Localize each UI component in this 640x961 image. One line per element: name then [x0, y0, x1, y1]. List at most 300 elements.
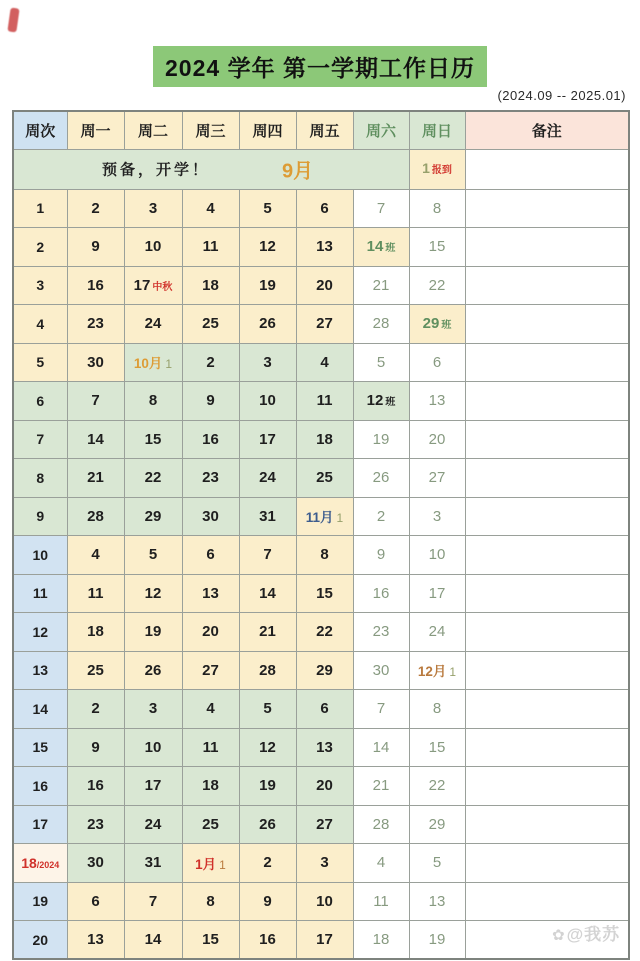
day-cell [124, 536, 182, 575]
week-number: 8 [36, 469, 45, 486]
day-number: 5 [263, 199, 272, 217]
month-first-day-number: 1 [449, 665, 457, 680]
day-number: 6 [206, 546, 215, 564]
wosu-watermark-text: @我苏 [566, 925, 621, 944]
week-number-cell-18 [13, 844, 67, 883]
day-number: 23 [87, 315, 104, 333]
day-number: 4 [376, 854, 386, 872]
day-number: 8 [432, 700, 442, 718]
day-cell [409, 613, 465, 652]
day-number: 10 [259, 392, 276, 410]
day-cell [67, 536, 124, 575]
day-cell [124, 305, 182, 344]
day-number: 28 [372, 315, 390, 333]
day-number: 30 [202, 507, 219, 525]
note-cell [465, 690, 629, 729]
day-number: 4 [206, 700, 215, 718]
day-cell [124, 651, 182, 690]
day-cell [239, 420, 296, 459]
header-cell-2: 周二 [124, 111, 182, 149]
day-cell [353, 767, 409, 806]
day-cell [353, 382, 409, 421]
day-cell [124, 613, 182, 652]
header-cell-8: 备注 [465, 111, 629, 149]
day-number: 25 [202, 315, 219, 333]
day-number: 28 [259, 661, 276, 679]
day-number: 9 [263, 892, 272, 910]
week-number-cell-9 [13, 497, 67, 536]
day-cell [182, 305, 239, 344]
day-cell [182, 228, 239, 267]
day-number: 13 [87, 931, 104, 948]
corner-red-mark [7, 7, 19, 32]
day-cell [124, 844, 182, 883]
day-number: 19 [428, 931, 446, 948]
note-cell [465, 382, 629, 421]
day-cell [182, 420, 239, 459]
note-cell [465, 497, 629, 536]
day-number: 8 [148, 392, 158, 410]
day-number: 13 [428, 392, 446, 410]
day-cell [409, 882, 465, 921]
week-number-cell-6 [13, 382, 67, 421]
day-cell [67, 189, 124, 228]
day-number: 19 [372, 430, 390, 448]
day-cell [124, 497, 182, 536]
day-number: 15 [144, 430, 162, 448]
week-number-cell-13 [13, 651, 67, 690]
day-number: 14 [87, 430, 104, 448]
day-number: 16 [372, 584, 390, 602]
day-number: 23 [87, 815, 104, 833]
week-number: 14 [32, 700, 49, 717]
day-number: 15 [202, 931, 219, 948]
day-number: 21 [259, 623, 276, 641]
day-cell [409, 266, 465, 305]
note-cell [465, 728, 629, 767]
day-cell [409, 767, 465, 806]
day-cell [124, 266, 182, 305]
day-cell [239, 613, 296, 652]
day-number: 27 [428, 469, 446, 487]
week-number: 11 [32, 585, 48, 602]
day-number: 6 [320, 199, 329, 217]
day-cell [409, 459, 465, 498]
day-cell [353, 459, 409, 498]
day-cell [67, 343, 124, 382]
day-number: 23 [202, 469, 219, 487]
day-number: 12 [144, 584, 162, 602]
day-number: 21 [372, 276, 390, 294]
day-tag: 中秋 [152, 281, 173, 293]
day-number: 19 [259, 777, 276, 795]
day-number: 31 [259, 507, 276, 525]
day-cell [353, 228, 409, 267]
day-number: 2 [91, 199, 100, 217]
day-cell [67, 844, 124, 883]
day-number: 26 [144, 661, 162, 679]
day-number: 8 [432, 199, 442, 217]
day-number: 11 [316, 392, 333, 410]
note-cell [465, 343, 629, 382]
week-number-cell-10 [13, 536, 67, 575]
day-number: 5 [376, 353, 386, 371]
day-number: 12 [259, 238, 276, 256]
day-cell [124, 690, 182, 729]
day-number: 22 [144, 469, 162, 487]
week-number-cell-5 [13, 343, 67, 382]
day-number: 14 [372, 738, 390, 756]
day-number: 6 [320, 700, 329, 718]
day-number: 10 [144, 738, 162, 756]
day-cell [124, 767, 182, 806]
day-cell [239, 882, 296, 921]
day-cell [353, 613, 409, 652]
day-number: 3 [148, 199, 158, 217]
header-cell-5: 周五 [296, 111, 353, 149]
day-cell [67, 459, 124, 498]
day-cell [182, 882, 239, 921]
note-cell [465, 420, 629, 459]
week-number-cell-7 [13, 420, 67, 459]
day-cell [409, 343, 465, 382]
day-number: 6 [432, 353, 442, 371]
day-cell [353, 343, 409, 382]
date-range-subtitle: (2024.09 -- 2025.01) [497, 88, 626, 103]
week-number-cell-4 [13, 305, 67, 344]
day-number: 11 [373, 892, 389, 910]
day-number: 4 [206, 199, 215, 217]
header-cell-4: 周四 [239, 111, 296, 149]
day-number: 16 [87, 777, 104, 795]
day-cell [353, 882, 409, 921]
day-cell [239, 690, 296, 729]
day-number: 22 [428, 276, 446, 294]
day-number: 16 [87, 276, 104, 294]
week-number: 13 [32, 662, 49, 679]
day-cell [67, 921, 124, 960]
day-number: 25 [87, 661, 104, 679]
day-number: 10月 [133, 356, 163, 372]
header-cell-7: 周日 [409, 111, 465, 149]
week-number-cell-2 [13, 228, 67, 267]
day-cell [182, 382, 239, 421]
day-cell [239, 305, 296, 344]
day-number: 23 [372, 623, 390, 641]
day-cell [296, 497, 353, 536]
day-cell [296, 651, 353, 690]
day-number: 25 [202, 815, 219, 833]
day-number: 17 [259, 430, 276, 448]
header-cell-3: 周三 [182, 111, 239, 149]
day-tag: 班 [441, 320, 452, 332]
day-cell [409, 420, 465, 459]
day-cell [124, 882, 182, 921]
day-cell [409, 189, 465, 228]
day-cell [353, 420, 409, 459]
note-cell [465, 767, 629, 806]
week-number: 17 [32, 816, 49, 833]
day-cell [67, 305, 124, 344]
day-cell [182, 536, 239, 575]
day-cell [409, 690, 465, 729]
day-cell [67, 382, 124, 421]
report-tag: 报到 [431, 165, 452, 176]
day-number: 4 [320, 353, 329, 371]
day-cell [239, 921, 296, 960]
day-number: 14 [366, 238, 384, 256]
day-cell [239, 459, 296, 498]
september-banner-cell [13, 149, 409, 189]
day-number: 12 [366, 392, 384, 410]
day-cell [239, 805, 296, 844]
day-number: 26 [259, 815, 276, 833]
day-cell [239, 189, 296, 228]
week-number-cell-16 [13, 767, 67, 806]
day-cell [182, 690, 239, 729]
note-cell [465, 651, 629, 690]
day-cell [182, 459, 239, 498]
day-number: 28 [372, 815, 390, 833]
day-cell [67, 497, 124, 536]
day-number: 9 [206, 392, 215, 410]
day-cell [296, 767, 353, 806]
day-cell [409, 497, 465, 536]
day-cell [239, 728, 296, 767]
day-number: 2 [376, 507, 386, 525]
page-title-row [0, 46, 640, 87]
note-cell [465, 305, 629, 344]
day-cell [409, 382, 465, 421]
day-number: 27 [202, 661, 219, 679]
day-cell [296, 536, 353, 575]
note-cell [465, 536, 629, 575]
day-cell [296, 382, 353, 421]
day-number: 6 [91, 892, 100, 910]
week-number: 19 [32, 893, 49, 910]
day-number: 30 [87, 353, 104, 371]
day-cell [239, 382, 296, 421]
report-day-number: 1 [422, 160, 430, 176]
day-number: 18 [316, 430, 333, 448]
day-number: 9 [91, 238, 100, 256]
day-number: 7 [148, 892, 158, 910]
day-cell [182, 613, 239, 652]
day-cell [353, 189, 409, 228]
day-number: 17 [144, 777, 162, 795]
note-cell [465, 844, 629, 883]
day-cell [296, 613, 353, 652]
week-number-cell-17 [13, 805, 67, 844]
day-cell [124, 420, 182, 459]
day-number: 7 [376, 700, 386, 718]
note-cell [465, 189, 629, 228]
note-cell [465, 613, 629, 652]
day-number: 9 [91, 738, 100, 756]
week-number: 16 [32, 777, 49, 794]
day-cell [296, 805, 353, 844]
day-number: 5 [148, 546, 158, 564]
day-cell [239, 536, 296, 575]
month-label-september: 9月 [282, 160, 314, 183]
day-number: 5 [263, 700, 272, 718]
day-number: 20 [428, 430, 446, 448]
day-cell [296, 574, 353, 613]
day-cell [182, 343, 239, 382]
day-number: 15 [316, 584, 333, 602]
week-number: 18 [21, 854, 37, 871]
day-number: 1月 [195, 856, 217, 872]
day-cell [239, 228, 296, 267]
day-cell [182, 844, 239, 883]
day-number: 26 [259, 315, 276, 333]
day-cell [67, 420, 124, 459]
day-cell [124, 382, 182, 421]
page-title: 2024 学年 第一学期工作日历 [153, 46, 487, 87]
day-number: 20 [316, 777, 333, 795]
header-cell-1: 周一 [67, 111, 124, 149]
day-number: 29 [316, 661, 333, 679]
month-first-day-number: 1 [336, 511, 344, 526]
day-cell [67, 767, 124, 806]
day-cell [353, 266, 409, 305]
week-number: 9 [36, 508, 45, 525]
day-number: 27 [316, 315, 333, 333]
day-number: 18 [202, 777, 219, 795]
day-number: 4 [91, 546, 100, 564]
week-number-cell-19 [13, 882, 67, 921]
day-cell [409, 844, 465, 883]
week-number: 4 [36, 315, 45, 332]
day-cell-report [409, 149, 465, 189]
day-cell [124, 805, 182, 844]
week-number-cell-14 [13, 690, 67, 729]
day-number: 9 [376, 546, 386, 564]
week-number: 12 [32, 623, 49, 640]
day-number: 2 [263, 854, 272, 872]
day-cell [182, 805, 239, 844]
week-number: 15 [32, 739, 49, 756]
calendar-table [12, 110, 630, 960]
day-cell [296, 266, 353, 305]
day-cell [239, 266, 296, 305]
day-number: 14 [259, 584, 276, 602]
day-cell [124, 728, 182, 767]
day-number: 22 [316, 623, 333, 641]
day-number: 21 [372, 777, 390, 795]
week-number: 6 [36, 392, 45, 409]
school-start-announcement: 预备，开学！ [102, 161, 211, 179]
day-number: 11月 [305, 510, 334, 526]
week-number-cell-20 [13, 921, 67, 960]
day-number: 10 [428, 546, 446, 564]
day-number: 2 [206, 353, 215, 371]
day-cell [409, 805, 465, 844]
day-number: 2 [91, 700, 100, 718]
wosu-watermark [552, 920, 620, 945]
day-cell [353, 805, 409, 844]
day-number: 19 [259, 276, 276, 294]
day-cell [409, 228, 465, 267]
day-number: 3 [148, 700, 158, 718]
day-number: 20 [202, 623, 219, 641]
day-number: 20 [316, 276, 333, 294]
day-number: 14 [144, 931, 162, 948]
day-number: 3 [263, 353, 272, 371]
week-number-cell-1 [13, 189, 67, 228]
day-number: 11 [87, 584, 104, 602]
day-number: 31 [144, 854, 162, 872]
day-cell [296, 844, 353, 883]
day-cell [296, 690, 353, 729]
day-cell [182, 189, 239, 228]
week-number-cell-11 [13, 574, 67, 613]
day-cell [353, 651, 409, 690]
header-cell-6: 周六 [353, 111, 409, 149]
day-cell [67, 266, 124, 305]
day-cell [239, 767, 296, 806]
day-number: 26 [372, 469, 390, 487]
day-number: 8 [206, 892, 215, 910]
note-cell [465, 228, 629, 267]
note-cell [465, 149, 629, 189]
day-cell [353, 305, 409, 344]
day-cell [296, 305, 353, 344]
day-cell [67, 728, 124, 767]
day-number: 29 [144, 507, 162, 525]
day-number: 11 [202, 738, 219, 756]
day-cell [353, 690, 409, 729]
day-number: 12月 [417, 664, 447, 680]
day-cell [296, 343, 353, 382]
week-number: 3 [36, 277, 45, 294]
day-cell [353, 921, 409, 960]
header-cell-0: 周次 [13, 111, 67, 149]
day-number: 13 [202, 584, 219, 602]
day-number: 22 [428, 777, 446, 795]
day-cell [239, 574, 296, 613]
day-cell [124, 574, 182, 613]
day-number: 13 [316, 738, 333, 756]
day-cell [182, 651, 239, 690]
day-number: 17 [316, 931, 333, 948]
day-number: 7 [376, 199, 386, 217]
day-cell [296, 728, 353, 767]
day-tag: 班 [385, 397, 396, 409]
day-number: 24 [144, 315, 162, 333]
day-number: 29 [428, 815, 446, 833]
day-number: 25 [316, 469, 333, 487]
note-cell [465, 805, 629, 844]
day-number: 8 [320, 546, 329, 564]
week-year-suffix: /2024 [36, 859, 60, 870]
day-number: 3 [320, 854, 329, 872]
day-cell [67, 228, 124, 267]
day-cell [353, 497, 409, 536]
day-cell [67, 651, 124, 690]
day-number: 17 [428, 584, 446, 602]
day-cell [353, 844, 409, 883]
note-cell [465, 459, 629, 498]
day-number: 21 [87, 469, 104, 487]
day-cell [239, 844, 296, 883]
day-cell [239, 497, 296, 536]
day-number: 29 [422, 315, 440, 333]
day-cell [182, 728, 239, 767]
week-number: 5 [36, 354, 45, 371]
day-number: 13 [316, 238, 333, 256]
day-number: 24 [428, 623, 446, 641]
